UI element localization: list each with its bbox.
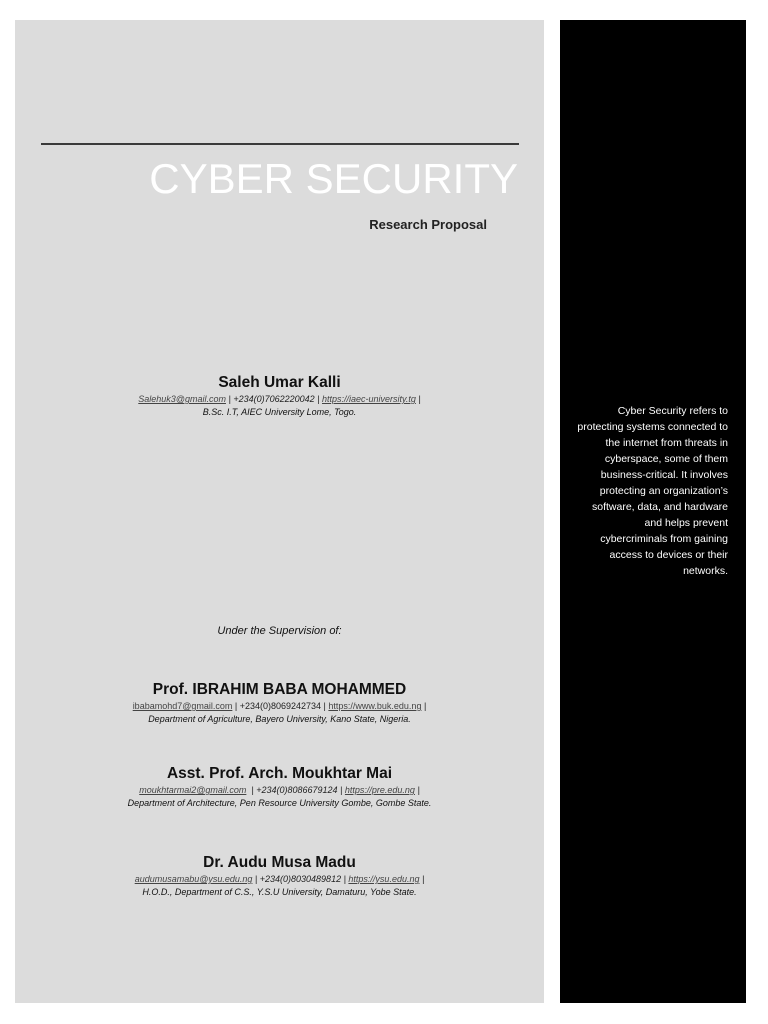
supervisor-website-link[interactable]: https://www.buk.edu.ng [328, 701, 422, 711]
supervisor-name: Dr. Audu Musa Madu [203, 854, 356, 871]
author-affiliation: B.Sc. I.T, AIEC University Lome, Togo. [202, 407, 357, 417]
supervisor-website-link[interactable]: https://ysu.edu.ng [348, 874, 420, 884]
supervisor-phone: +234(0)8086679124 [256, 785, 338, 795]
supervision-label: Under the Supervision of: [217, 625, 342, 637]
author-name: Saleh Umar Kalli [218, 374, 341, 391]
author-website-link[interactable]: https://iaec-university.tg [321, 394, 416, 404]
supervisor-affiliation: H.O.D., Department of C.S., Y.S.U University, Damaturu, Yobe State. [142, 887, 417, 897]
supervisor-contact: ibabamohd7@gmail.com | +234(0)8069242734 | https://www.buk.edu.ng | [132, 701, 427, 711]
author-email-link[interactable]: Salehuk3@gmail.com [138, 394, 226, 404]
author-block [15, 373, 544, 419]
supervisor-email-link[interactable]: moukhtarmai2@gmail.com [139, 785, 247, 795]
sidebar-description: Cyber Security refers to protecting systems connected to the internet from threats in cyberspace, some of them business-critical. It involves protecting an organization’s software, data, and hardware and helps prevent cybercriminals from gaining access to devices or their networks. [577, 405, 728, 577]
supervisor-website-link[interactable]: https://pre.edu.ng [344, 785, 415, 795]
document-subtitle: Research Proposal [369, 217, 487, 232]
supervisor-contact: audumusamabu@ysu.edu.ng | +234(0)8030489812 | https://ysu.edu.ng | [134, 874, 425, 884]
supervisor-contact: moukhtarmai2@gmail.com | +234(0)8086679124 | https://pre.edu.ng | [139, 785, 420, 795]
document-title: CYBER SECURITY [149, 155, 518, 202]
supervisor-affiliation: Department of Architecture, Pen Resource University Gombe, Gombe State. [127, 798, 432, 808]
author-phone: +234(0)7062220042 [233, 394, 315, 404]
supervisor-name: Prof. IBRAHIM BABA MOHAMMED [152, 681, 407, 698]
author-contact: Salehuk3@gmail.com | +234(0)7062220042 | https://iaec-university.tg | [138, 394, 421, 404]
supervisor-affiliation: Department of Agriculture, Bayero University, Kano State, Nigeria. [148, 714, 411, 724]
title-rule [41, 143, 519, 145]
supervisor-block-1 [15, 680, 544, 726]
supervisor-email-link[interactable]: audumusamabu@ysu.edu.ng [134, 874, 253, 884]
supervisor-phone: +234(0)8030489812 [259, 874, 342, 884]
supervisor-name: Asst. Prof. Arch. Moukhtar Mai [166, 765, 393, 782]
supervisor-block-2 [15, 764, 544, 810]
supervisor-block-3 [15, 853, 544, 899]
supervisor-phone: +234(0)8069242734 [239, 701, 322, 711]
supervisor-email-link[interactable]: ibabamohd7@gmail.com [132, 701, 233, 711]
